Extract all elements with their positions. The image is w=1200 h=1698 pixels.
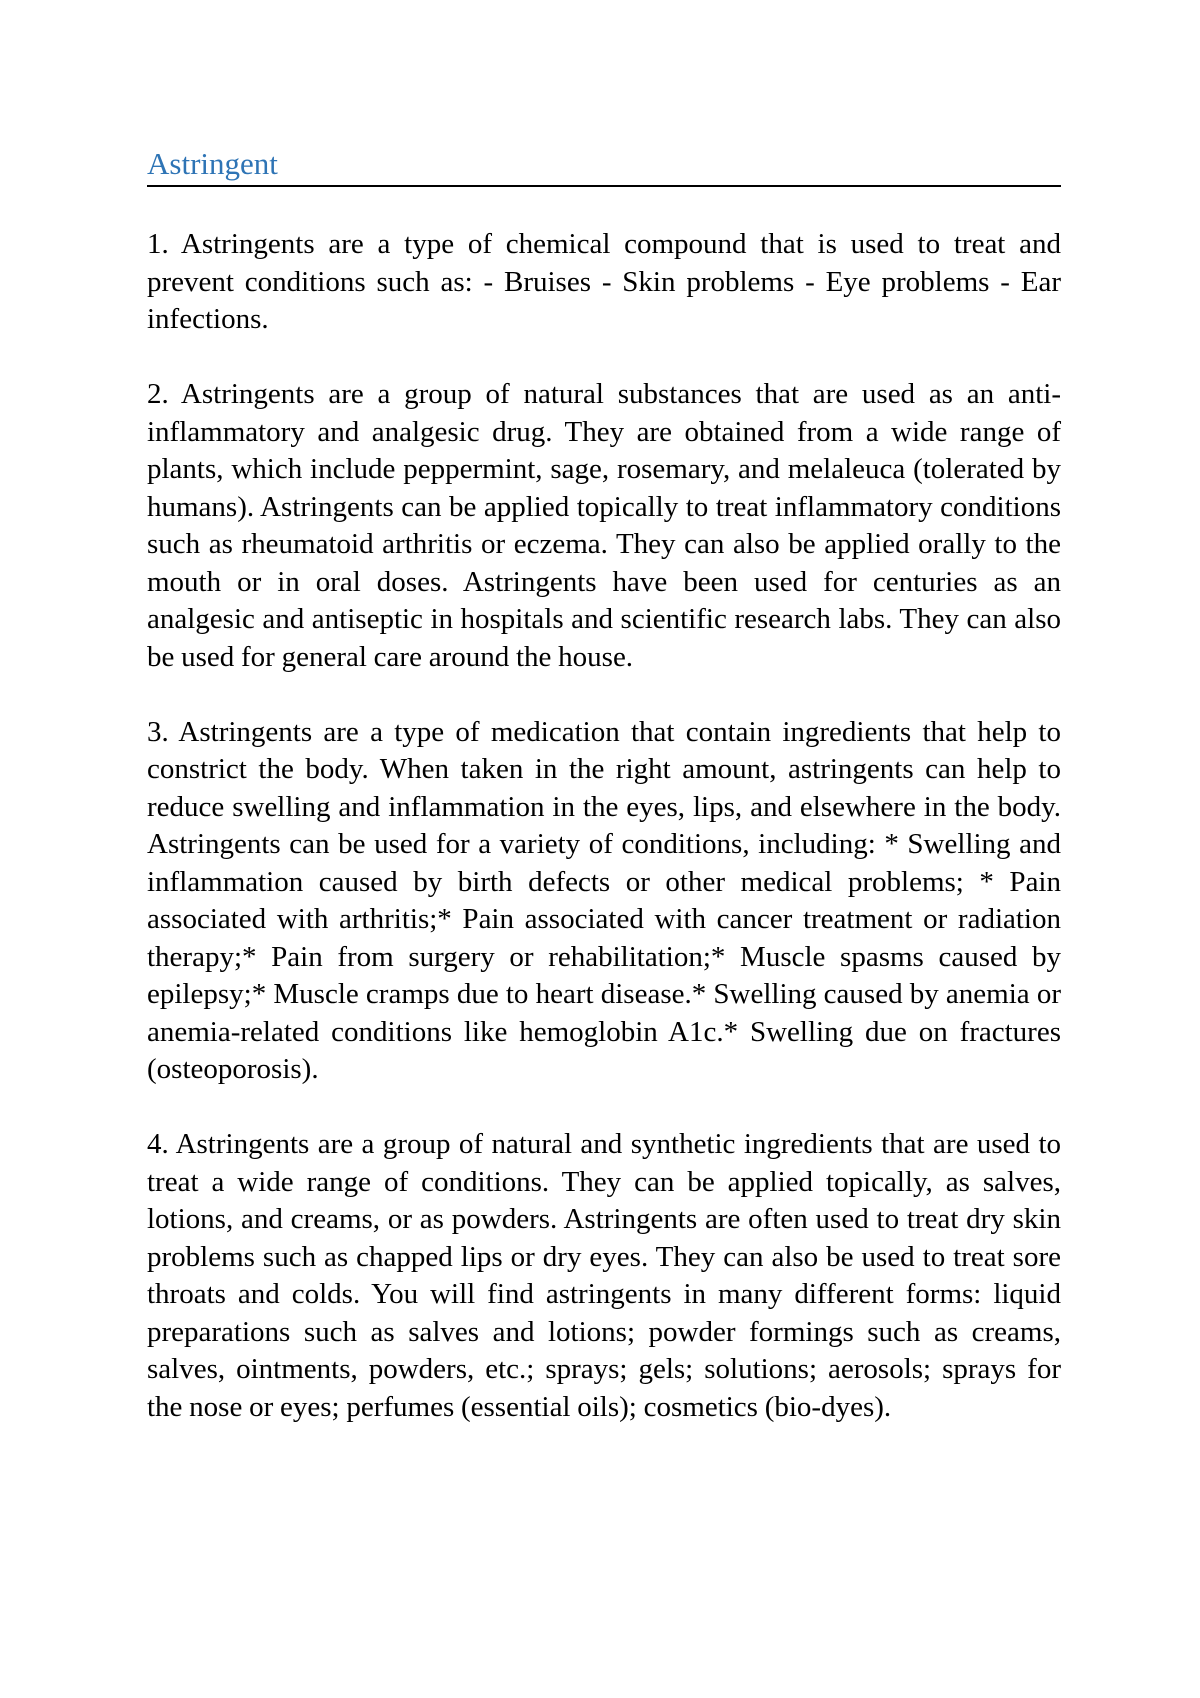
document-body (147, 226, 1061, 1464)
paragraph-3: 3. Astringents are a type of medication that contain ingredients that help to constrict the body. When taken in the right amount, astringents can help to reduce swelling and inflammation in the eyes, lips, and elsewhere in the body. Astringents can be used for a variety of conditions, including: * Swelling and inflammation caused by birth defects or other medical problems; * Pain associated with arthritis;* Pain associated with cancer treatment or radiation therapy;* Pain from surgery or rehabilitation;* Muscle spasms caused by epilepsy;* Muscle cramps due to heart disease.* Swelling caused by anemia or anemia-related conditions like hemoglobin A1c.* Swelling due on fractures (osteoporosis). (147, 715, 1061, 1085)
paragraph-4: 4. Astringents are a group of natural and synthetic ingredients that are used to treat a wide range of conditions. They can be applied topically, as salves, lotions, and creams, or as powders. Astringents are often used to treat dry skin problems such as chapped lips or dry eyes. They can also be used to treat sore throats and colds. You will find astringents in many different forms: liquid preparations such as salves and lotions; powder formings such as creams, salves, ointments, powders, etc.; sprays; gels; solutions; aerosols; sprays for the nose or eyes; perfumes (essential oils); cosmetics (bio-dyes). (147, 1128, 1061, 1423)
paragraph-2: 2. Astringents are a group of natural substances that are used as an anti-inflammatory and analgesic drug. They are obtained from a wide range of plants, which include peppermint, sage, rosemary, and melaleuca (tolerated by humans). Astringents can be applied topically to treat inflammatory conditions such as rheumatoid arthritis or eczema. They can also be applied orally to the mouth or in oral doses. Astringents have been used for centuries as an analgesic and antiseptic in hospitals and scientific research labs. They can also be used for general care around the house. (147, 378, 1061, 673)
paragraph-1: 1. Astringents are a type of chemical compound that is used to treat and prevent conditions such as: - Bruises - Skin problems - Eye problems - Ear infections. (147, 228, 1061, 335)
title-underline-rule (147, 185, 1061, 187)
document-title: Astringent (147, 146, 278, 181)
